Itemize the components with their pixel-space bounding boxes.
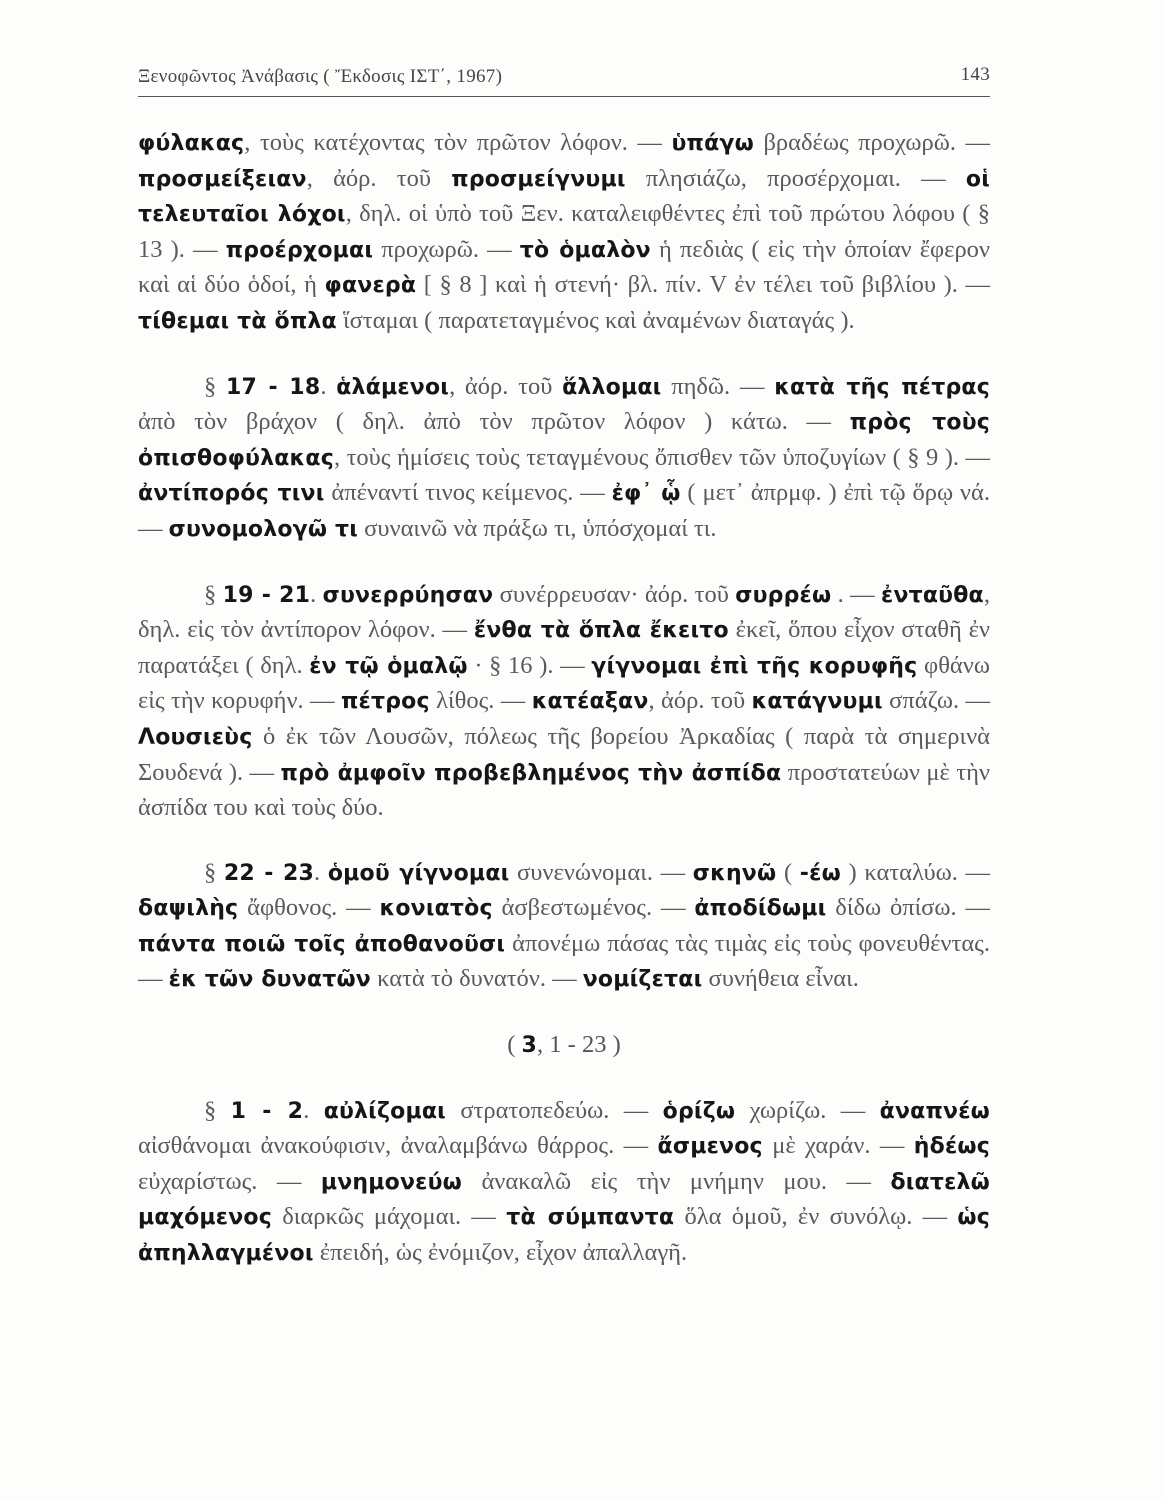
- gloss-text: , ἀόρ. τοῦ: [306, 164, 452, 192]
- gloss-text: .: [320, 372, 337, 400]
- headword: σκηνῶ: [692, 860, 777, 886]
- gloss-text: συναινῶ νὰ πράξω τι, ὑπόσχομαί τι.: [358, 514, 717, 542]
- headword: νομίζεται: [582, 967, 703, 993]
- headword: μνημονεύω: [320, 1169, 462, 1195]
- headword: 3: [521, 1033, 538, 1059]
- running-header: [138, 62, 990, 97]
- gloss-text: ὁ ἐκ τῶν Λουσῶν, πόλεως τῆς βορείου Ἀρκαδίας ( παρὰ τὰ σημερινὰ Σουδενά ). —: [138, 722, 990, 786]
- headword: Λουσιεὺς: [138, 724, 253, 750]
- gloss-text: ἐπειδή, ὡς ἐνόμιζον, εἶχον ἀπαλλαγῆ.: [313, 1239, 688, 1267]
- gloss-text: συνήθεια εἶναι.: [702, 965, 859, 993]
- headword: ἔνθα τὰ ὅπλα ἔκειτο: [473, 618, 729, 644]
- paragraph-5: [138, 1094, 990, 1272]
- gloss-text: ἄφθονος. —: [238, 894, 380, 922]
- headword: πέτρος: [340, 689, 430, 715]
- headword: ἁλάμενοι: [336, 374, 450, 400]
- commentary-body: [138, 126, 990, 1272]
- gloss-text: , 1 - 23 ): [537, 1031, 621, 1059]
- headword: συνερρύησαν: [322, 582, 494, 608]
- gloss-text: ἀπονέμω πάσας τὰς τιμὰς εἰς τοὺς φονευθέντας. —: [138, 929, 990, 993]
- gloss-text: εὐχαρίστως. —: [138, 1167, 321, 1195]
- gloss-text: χωρίζω. —: [735, 1096, 880, 1124]
- headword: ὁμοῦ γίγνομαι: [327, 860, 510, 886]
- gloss-text: στρατοπεδεύω. —: [445, 1096, 663, 1124]
- gloss-text: §: [204, 580, 223, 608]
- gloss-text: , ἀόρ. τοῦ: [648, 687, 752, 715]
- gloss-text: (: [507, 1031, 522, 1059]
- gloss-text: προχωρῶ. —: [373, 235, 520, 263]
- headword: συρρέω: [735, 582, 832, 608]
- running-title: Ξενοφῶντος Ἀνάβασις ( Ἔκδοσις ΙΣΤ΄, 1967): [138, 66, 503, 87]
- headword: 1 - 2: [230, 1098, 304, 1124]
- headword: τὰ σύμπαντα: [506, 1205, 675, 1231]
- headword: γίγνομαι ἐπὶ τῆς κορυφῆς: [591, 653, 918, 679]
- headword: πρὸ ἀμφοῖν προβεβλημένος τὴν ἀσπίδα: [280, 760, 782, 786]
- gloss-text: (: [776, 858, 800, 886]
- headword: -έω: [799, 860, 841, 886]
- headword: 17 - 18: [226, 374, 321, 400]
- gloss-text: βραδέως προχωρῶ. —: [753, 129, 990, 156]
- gloss-text: · § 16 ). —: [467, 651, 592, 679]
- gloss-text: ἀσβεστωμένος. —: [492, 894, 695, 922]
- headword: ἐκ τῶν δυνατῶν: [168, 967, 371, 993]
- headword: προσμείγνυμι: [451, 166, 626, 192]
- paragraph-1: [138, 126, 990, 340]
- gloss-text: §: [204, 858, 224, 886]
- headword: οἱ τελευταῖοι λόχοι: [138, 166, 990, 228]
- headword: φύλακας: [138, 131, 245, 156]
- gloss-text: §: [204, 372, 226, 400]
- headword: ἐφ᾽ ᾧ: [611, 481, 681, 507]
- paragraph-3: [138, 578, 990, 826]
- headword: ἀναπνέω: [879, 1098, 990, 1124]
- headword: κατάγνυμι: [751, 689, 883, 715]
- headword: συνομολογῶ τι: [168, 516, 359, 542]
- headword: 19 - 21: [222, 582, 311, 608]
- headword: ἄσμενος: [657, 1134, 763, 1160]
- headword: ἡδέως: [913, 1134, 990, 1160]
- paragraph-4: [138, 856, 990, 998]
- headword: ἐν τῷ ὁμαλῷ: [309, 653, 468, 679]
- headword: ἀποδίδωμι: [694, 896, 827, 922]
- gloss-text: αἰσθάνομαι ἀνακούφισιν, ἀναλαμβάνω θάρρος. —: [138, 1132, 658, 1160]
- gloss-text: ἀπὸ τὸν βράχον ( δηλ. ἀπὸ τὸν πρῶτον λόφον ) κάτω. —: [138, 408, 850, 436]
- gloss-text: ἡ πεδιὰς ( εἰς τὴν ὁποίαν ἔφερον καὶ αἱ δύο ὁδοί, ἡ: [138, 235, 990, 299]
- headword: ὡς ἀπηλλαγμένοι: [138, 1205, 990, 1267]
- headword: κονιατὸς: [379, 896, 493, 922]
- gloss-text: , δηλ. οἱ ὑπὸ τοῦ Ξεν. καταλειφθέντες ἐπὶ τοῦ πρώτου λόφου ( § 13 ). —: [138, 200, 990, 263]
- gloss-text: [ § 8 ] καὶ ἡ στενή· βλ. πίν. V ἐν τέλει τοῦ βιβλίου ). —: [416, 271, 990, 299]
- gloss-text: .: [314, 858, 328, 886]
- gloss-text: μὲ χαράν. —: [762, 1132, 914, 1160]
- gloss-text: §: [204, 1096, 231, 1124]
- headword: πάντα ποιῶ τοῖς ἀποθανοῦσι: [138, 931, 506, 957]
- gloss-text: κατὰ τὸ δυνατόν. —: [370, 965, 583, 993]
- gloss-text: φθάνω εἰς τὴν κορυφήν. —: [138, 651, 990, 715]
- headword: 22 - 23: [223, 860, 315, 886]
- headword: τίθεμαι τὰ ὅπλα: [138, 308, 337, 334]
- gloss-text: . —: [831, 580, 881, 608]
- gloss-text: διαρκῶς μάχομαι. —: [271, 1203, 507, 1231]
- headword: διατελῶ μαχόμενος: [138, 1169, 990, 1231]
- headword: αὐλίζομαι: [323, 1098, 446, 1124]
- headword: πρὸς τοὺς ὀπισθοφύλακας: [138, 410, 990, 471]
- headword: ἅλλομαι: [562, 374, 662, 400]
- headword: δαψιλὴς: [138, 896, 239, 922]
- gloss-text: .: [310, 580, 323, 608]
- gloss-text: , τοὺς κατέχοντας τὸν πρῶτον λόφον. —: [244, 129, 672, 156]
- headword: τὸ ὁμαλὸν: [519, 237, 651, 263]
- headword: ὁρίζω: [662, 1098, 736, 1124]
- headword: προσμείξειαν: [138, 166, 307, 192]
- headword: κατὰ τῆς πέτρας: [774, 374, 990, 400]
- gloss-text: ἐκεῖ, ὅπου εἶχον σταθῆ ἐν παρατάξει ( δηλ.: [138, 616, 990, 679]
- gloss-text: λίθος. —: [429, 687, 532, 715]
- headword: προέρχομαι: [225, 237, 374, 263]
- gloss-text: ἵσταμαι ( παρατεταγμένος καὶ ἀναμένων διαταγάς ).: [336, 306, 855, 334]
- headword: φανερὰ: [324, 273, 417, 299]
- gloss-text: , ἀόρ. τοῦ: [449, 372, 563, 400]
- gloss-text: πλησιάζω, προσέρχομαι. —: [625, 164, 966, 192]
- headword: κατέαξαν: [531, 689, 649, 715]
- headword: ὑπάγω: [671, 131, 754, 156]
- headword: ἀντίπορός τινι: [138, 481, 325, 507]
- gloss-text: , τοὺς ἡμίσεις τοὺς τεταγμένους ὄπισθεν τῶν ὑποζυγίων ( § 9 ). —: [333, 443, 990, 471]
- gloss-text: ) καταλύω. —: [840, 858, 990, 886]
- section-heading: [138, 1028, 990, 1064]
- gloss-text: συνενώνομαι. —: [509, 858, 693, 886]
- gloss-text: προστατεύων μὲ τὴν ἀσπίδα του καὶ τοὺς δύο.: [138, 758, 990, 822]
- gloss-text: .: [303, 1096, 324, 1124]
- gloss-text: ( μετ᾽ ἀπρμφ. ) ἐπὶ τῷ ὅρῳ νά. —: [138, 479, 990, 542]
- gloss-text: δίδω ὀπίσω. —: [826, 894, 990, 922]
- gloss-text: συνέρρευσαν· ἀόρ. τοῦ: [493, 580, 736, 608]
- gloss-text: σπάζω. —: [882, 687, 990, 715]
- gloss-text: ἀνακαλῶ εἰς τὴν μνήμην μου. —: [462, 1167, 891, 1195]
- gloss-text: , δηλ. εἰς τὸν ἀντίπορον λόφον. —: [138, 580, 990, 644]
- gloss-text: ὅλα ὁμοῦ, ἐν συνόλῳ. —: [674, 1203, 958, 1231]
- headword: ἐνταῦθα: [881, 582, 984, 608]
- gloss-text: πηδῶ. —: [661, 372, 775, 400]
- page-number: 143: [960, 64, 990, 85]
- gloss-text: ἀπέναντί τινος κείμενος. —: [324, 479, 612, 507]
- paragraph-2: [138, 370, 990, 548]
